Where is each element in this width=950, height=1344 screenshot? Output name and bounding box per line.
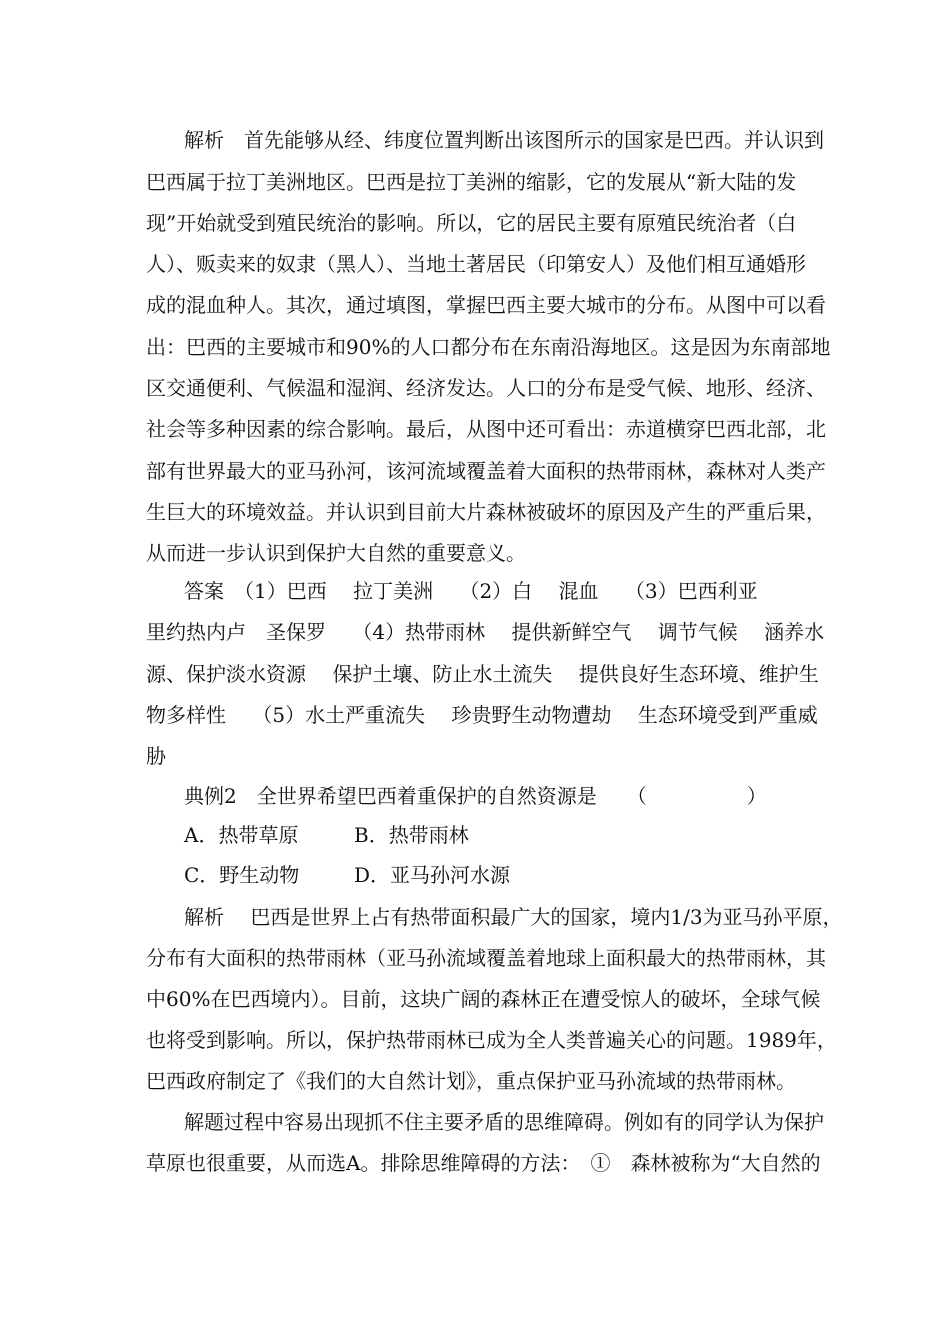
option-b: B．热带雨林 bbox=[354, 823, 469, 847]
obstacle-line-1: 解题过程中容易出现抓不住主要矛盾的思维障碍。例如有的同学认为保护 bbox=[184, 1110, 824, 1134]
explanation-1-line-4: 人）、贩卖来的奴隶（黑人）、当地土著居民（印第安人）及他们相互通婚形 bbox=[146, 252, 806, 276]
answer-1-line-3: 源、保护淡水资源 保护土壤、防止水土流失 提供良好生态环境、维护生 bbox=[146, 662, 819, 686]
answer-1-line-4: 物多样性 （5）水土严重流失 珍贵野生动物遭劫 生态环境受到严重威 bbox=[146, 703, 818, 727]
answer-1-line-5: 胁 bbox=[146, 744, 166, 768]
option-a: A．热带草原 bbox=[184, 823, 299, 847]
explanation-2-line-2: 分布有大面积的热带雨林（亚马孙流域覆盖着地球上面积最大的热带雨林，其 bbox=[146, 946, 826, 970]
explanation-1-line-6: 出：巴西的主要城市和90%的人口都分布在东南沿海地区。这是因为东南部地 bbox=[146, 335, 831, 359]
option-d: D．亚马孙河水源 bbox=[354, 863, 511, 887]
explanation-2-line-1: 解析 巴西是世界上占有热带面积最广大的国家，境内1/3为亚马孙平原， bbox=[184, 905, 843, 929]
explanation-1-line-7: 区交通便利、气候温和湿润、经济发达。人口的分布是受气候、地形、经济、 bbox=[146, 376, 826, 400]
explanation-1-line-2: 巴西属于拉丁美洲地区。巴西是拉丁美洲的缩影，它的发展从“新大陆的发 bbox=[146, 170, 797, 194]
explanation-2-line-3: 中60%在巴西境内）。目前，这块广阔的森林正在遭受惊人的破坏，全球气候 bbox=[146, 987, 821, 1011]
explanation-1-line-8: 社会等多种因素的综合影响。最后，从图中还可看出：赤道横穿巴西北部，北 bbox=[146, 417, 826, 441]
answer-1-line-2: 里约热内卢 圣保罗 （4）热带雨林 提供新鲜空气 调节气候 涵养水 bbox=[146, 620, 825, 644]
explanation-1-line-10: 生巨大的环境效益。并认识到目前大片森林被破坏的原因及产生的严重后果， bbox=[146, 500, 826, 524]
obstacle-line-2: 草原也很重要，从而选A。排除思维障碍的方法： ① 森林被称为“大自然的 bbox=[146, 1151, 821, 1175]
explanation-2-line-5: 巴西政府制定了《我们的大自然计划》，重点保护亚马孙流域的热带雨林。 bbox=[146, 1069, 796, 1093]
example-2-question: 典例2 全世界希望巴西着重保护的自然资源是 （ ） bbox=[184, 784, 767, 808]
option-c: C．野生动物 bbox=[184, 863, 300, 887]
explanation-1-line-9: 部有世界最大的亚马孙河，该河流域覆盖着大面积的热带雨林，森林对人类产 bbox=[146, 459, 826, 483]
answer-1-line-1: 答案 （1）巴西 拉丁美洲 （2）白 混血 （3）巴西利亚 bbox=[184, 579, 758, 603]
explanation-2-line-4: 也将受到影响。所以，保护热带雨林已成为全人类普遍关心的问题。1989年， bbox=[146, 1028, 837, 1052]
explanation-1-line-3: 现”开始就受到殖民统治的影响。所以，它的居民主要有原殖民统治者（白 bbox=[146, 211, 797, 235]
explanation-1-line-5: 成的混血种人。其次，通过填图，掌握巴西主要大城市的分布。从图中可以看 bbox=[146, 293, 826, 317]
explanation-1-line-1: 解析 首先能够从经、纬度位置判断出该图所示的国家是巴西。并认识到 bbox=[184, 128, 824, 152]
explanation-1-line-11: 从而进一步认识到保护大自然的重要意义。 bbox=[146, 541, 526, 565]
